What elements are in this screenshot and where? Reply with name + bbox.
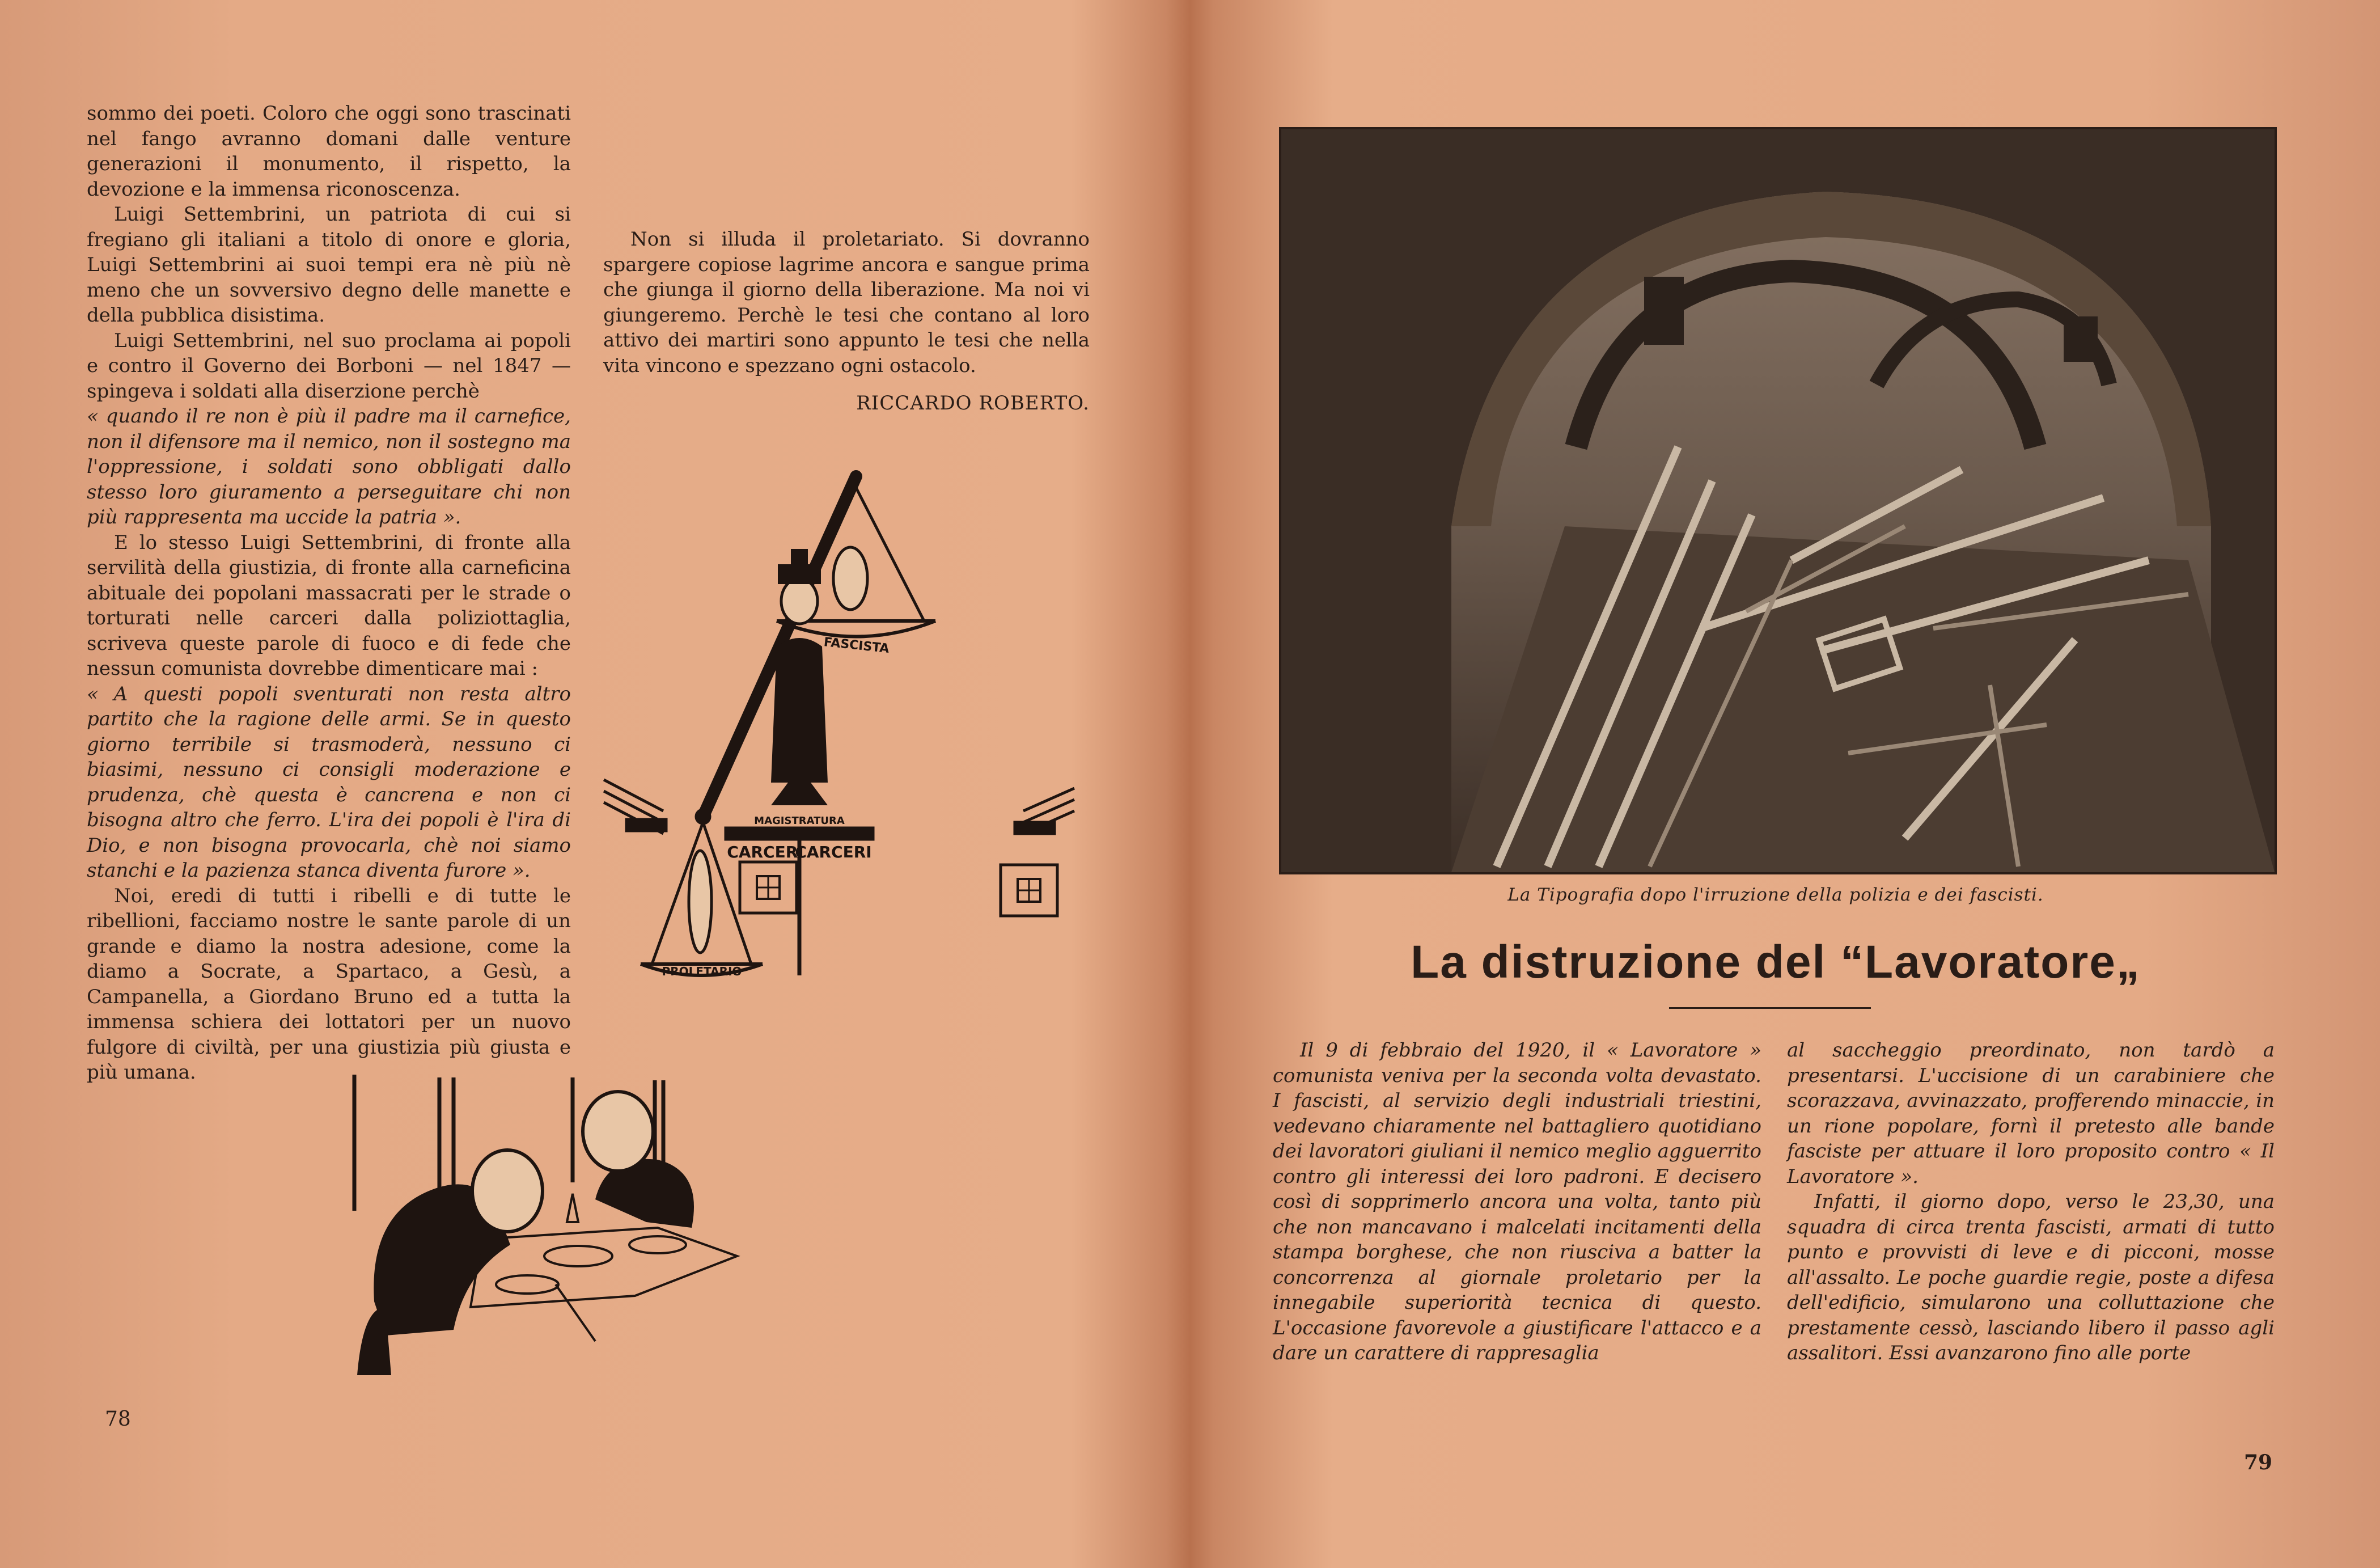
paragraph: Luigi Settembrini, nel suo proclama ai popoli e contro il Governo dei Borboni — nel 1847 — spingeva i soldati alla diserzione perchè xyxy=(87,329,571,403)
paragraph: Infatti, il giorno dopo, verso le 23,30, una squadra di circa trenta fascisti, armati di tutto punto e provvisti di leve e di picconi, mosse all'assalto. Le poche guardie regie, poste a difesa dell'edificio, simularono una colluttazione che prestamente cessò, lasciando libero il passo agli assalitori. Essi avanzarono fino alle porte xyxy=(1787,1190,2275,1364)
paragraph: Luigi Settembrini, un patriota di cui si fregiano gli italiani a titolo di onore e gloria, Luigi Settembrini ai suoi tempi era nè più nè meno che un sovversivo degno delle manette e della pubblica disistima. xyxy=(87,203,571,327)
page-number-left: 78 xyxy=(105,1408,131,1431)
label-fascista: FASCISTA xyxy=(823,635,890,657)
paragraph: Il 9 di febbraio del 1920, il « Lavoratore » comunista veniva per la seconda volta devastato. I fascisti, al servizio degli industriali triestini, vedevano chiaramente nel battagliero quotidiano dei lavoratori giuliani il nemico meglio agguerrito contro gli interessi dei loro padroni. E decisero così di sopprimerlo ancora una volta, tanto più che non mancavano i malcelati incitamenti della stampa borghese, che non riusciva a batter la concorrenza al giornale proletario per la innegabile superiorità tecnica di questo. L'occasione favorevole a giustificare l'attacco e a dare un carattere di rappresaglia xyxy=(1273,1039,1761,1364)
headline-rule xyxy=(1669,1007,1871,1009)
quote-paragraph: « quando il re non è più il padre ma il carnefice, non il difensore ma il nemico, non il sostegno ma l'oppressione, i soldati sono obbligati dallo stesso loro giuramento a perseguitare chi non più rappresenta ma uccide la patria ». xyxy=(87,405,571,529)
photo-caption: La Tipografia dopo l'irruzione della polizia e dei fascisti. xyxy=(1507,885,2044,905)
left-column-2 xyxy=(603,101,1090,416)
right-column-2 xyxy=(1787,1038,2275,1366)
diners-cartoon xyxy=(340,1069,839,1387)
scales-of-justice-cartoon xyxy=(601,465,1089,992)
paragraph: sommo dei poeti. Coloro che oggi sono trascinati nel fango avranno domani dalle venture generazioni il monumento, il rispetto, la devozione e la immensa riconoscenza. xyxy=(87,102,571,201)
label-magistratura: MAGISTRATURA xyxy=(754,815,845,827)
paragraph: Noi, eredi di tutti i ribelli e di tutte le ribellioni, facciamo nostre le sante parole di un grande e diamo la nostra adesione, come la diamo a Socrate, a Spartaco, a Gesù, a Campanella, a Giordano Bruno ed a tutta la immensa schiera dei lottatori per un nuovo fulgore di civiltà, per una giustizia più giusta e più umana. xyxy=(87,884,571,1084)
paragraph: E lo stesso Luigi Settembrini, di fronte alla servilità della giustizia, di fronte alla carneficina abituale dei popolani massacrati per le strade o torturati nelle carceri dalla poliziottaglia, scriveva queste parole di fuoco e di fede che nessun comunista dovrebbe dimenticare mai : xyxy=(87,531,571,680)
right-column-1 xyxy=(1273,1038,1761,1366)
page-number-right: 79 xyxy=(2244,1451,2273,1474)
paragraph: al saccheggio preordinato, non tardò a presentarsi. L'uccisione di un carabiniere che scorazzava, avvinazzato, profferendo minaccie, in un rione popolare, fornì il pretesto alle bande fasciste per attuare il loro proposito contro « Il Lavoratore ». xyxy=(1787,1039,2275,1188)
label-carceri-left: CARCERI xyxy=(727,843,804,861)
paragraph: Non si illuda il proletariato. Si dovranno spargere copiose lagrime ancora e sangue prima che giunga il giorno della liberazione. Ma noi vi giungeremo. Perchè le tesi che contano al loro attivo dei martiri sono appunto le tesi che nella vita vincono e spezzano ogni ostacolo. xyxy=(603,228,1090,377)
quote-paragraph: « A questi popoli sventurati non resta altro partito che la ragione delle armi. Se in questo giorno terribile si trasmoderà, nessuno ci biasimi, nessuno ci consigli moderazione e prudenza, chè questa è cancrena e non ci bisogna altro che ferro. L'ira dei popoli è l'ira di Dio, e non bisogna provocarla, chè noi siamo stanchi e la pazienza stanca diventa furore ». xyxy=(87,682,571,882)
ruined-printing-office-photo xyxy=(1279,127,2277,874)
label-proletario: PROLETARIO xyxy=(662,965,742,978)
label-carceri-right: CARCERI xyxy=(795,843,872,861)
left-column-1 xyxy=(87,101,571,1085)
signature: RICCARDO ROBERTO. xyxy=(856,392,1090,415)
article-headline: La distruzione del “Lavoratore„ xyxy=(1411,936,2141,988)
